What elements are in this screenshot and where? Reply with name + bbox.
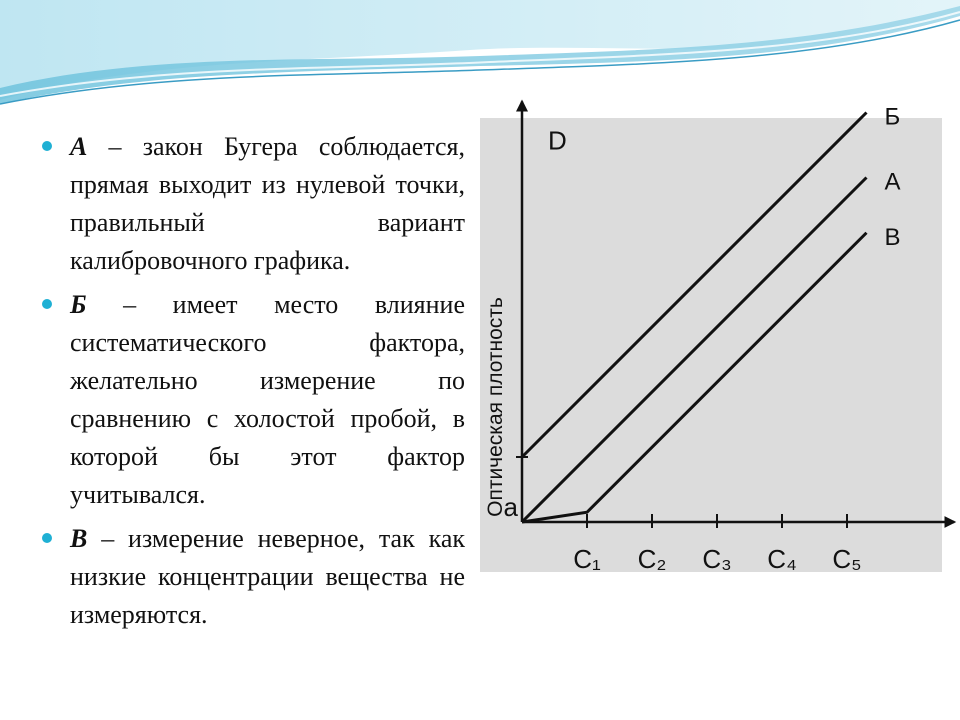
series-label-2: А (884, 168, 901, 196)
bullet-dot-icon (42, 141, 52, 151)
bullet-dot-icon (42, 299, 52, 309)
chart-canvas (480, 103, 942, 574)
y-axis-label: Оптическая плотность (484, 297, 507, 517)
bullet-key: А (70, 132, 88, 161)
bullet-dot-icon (42, 533, 52, 543)
x-tick-label: C₃ (702, 544, 732, 574)
x-tick-label: C₅ (832, 544, 862, 574)
decorative-wave-header (0, 0, 960, 120)
bullet-text: – закон Бугера соблюдается, прямая выходит из нулевой точки, правильный вариант калибровочного графика. (70, 132, 465, 275)
bullet-v (40, 520, 465, 634)
calibration-chart (480, 103, 942, 574)
series-label-3: В (884, 223, 901, 251)
bullet-key: В (70, 524, 88, 553)
series-label-1: Б (884, 103, 901, 131)
series-line-3 (522, 233, 867, 522)
x-tick-label: C₁ (573, 544, 601, 574)
x-tick-label: C₂ (637, 544, 667, 574)
bullet-text: – имеет место влияние систематического фактора, желательно измерение по сравнению с холостой пробой, в которой бы этот фактор учитывался. (70, 290, 465, 509)
intercept-label: а (503, 492, 518, 522)
description-list (40, 128, 465, 640)
bullet-b (40, 286, 465, 514)
y-axis-symbol: D (548, 125, 567, 156)
bullet-a (40, 128, 465, 280)
bullet-key: Б (70, 290, 87, 319)
series-line-2 (522, 178, 867, 523)
bullet-text: – измерение неверное, так как низкие концентрации вещества не измеряются. (70, 524, 465, 629)
x-tick-label: C₄ (767, 544, 797, 574)
